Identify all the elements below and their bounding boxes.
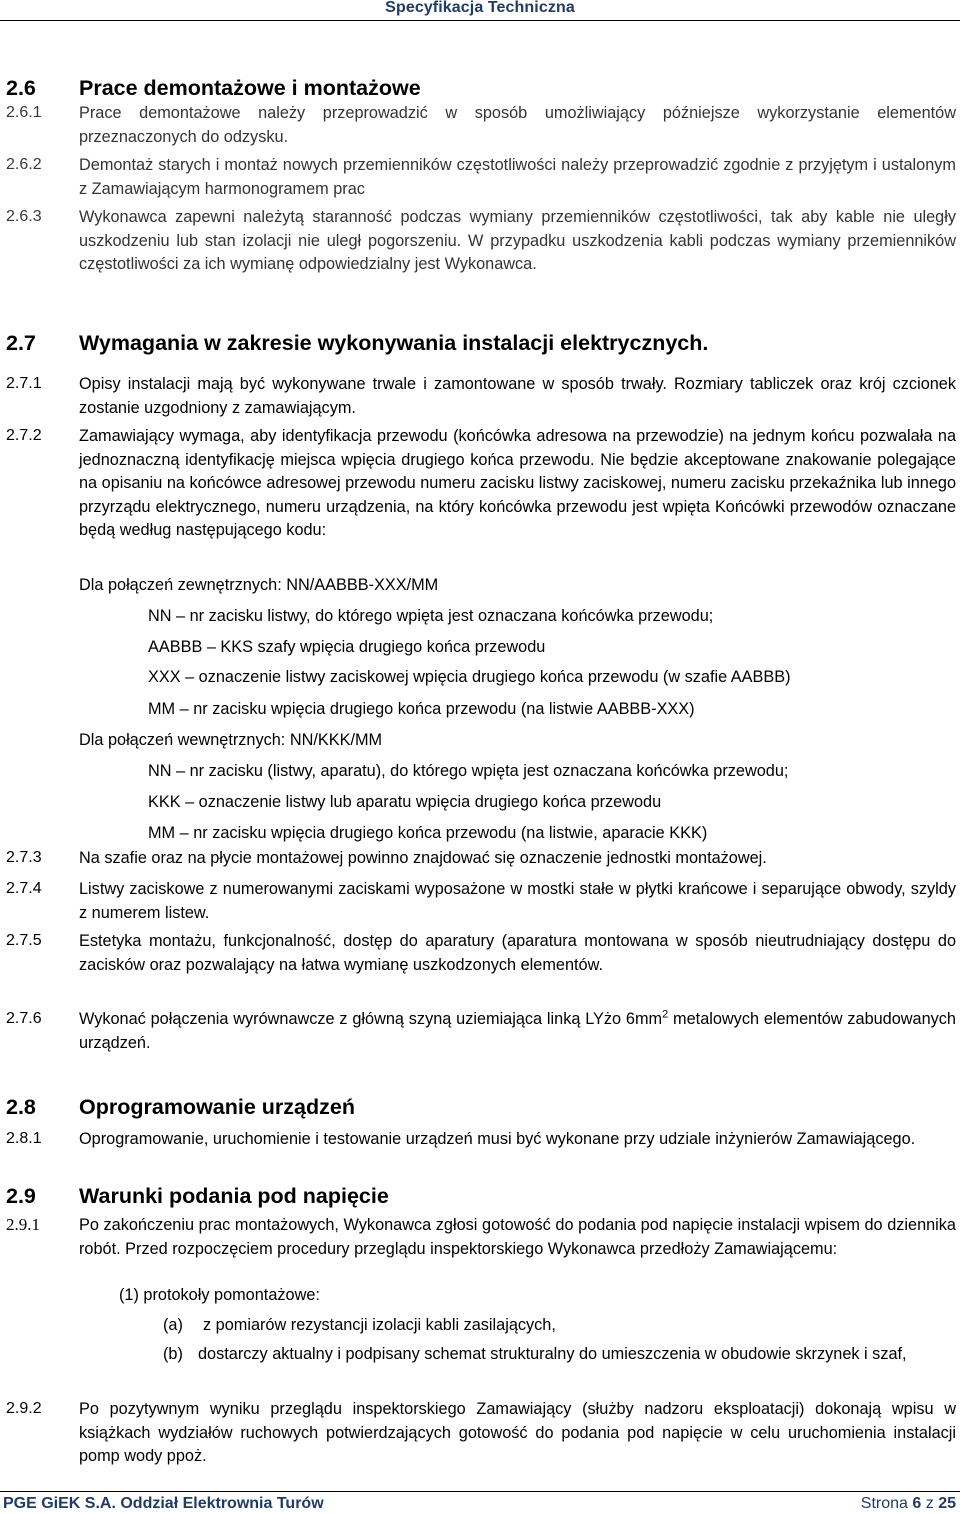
header-divider <box>0 20 960 21</box>
document-header-title: Specyfikacja Techniczna <box>385 0 575 16</box>
section-2-6-title: Prace demontażowe i montażowe <box>79 76 421 100</box>
page-prefix: Strona <box>860 1495 908 1512</box>
para-2-7-5-text: Estetyka montażu, funkcjonalność, dostęp do aparatury (aparatura montowana w sposób nieutrudniający dostępu do zacisków oraz pozwalający na łatwa wymianę uszkodzonych elementów. <box>79 932 956 974</box>
para-2-8-1-text: Oprogramowanie, uruchomienie i testowanie urządzeń musi być wykonane przy udziale inżynierów Zamawiającego. <box>79 1130 916 1148</box>
section-2-8-number: 2.8 <box>6 1095 36 1119</box>
para-2-7-3-text: Na szafie oraz na płycie montażowej powinno znajdować się oznaczenie jednostki montażowej. <box>79 849 767 867</box>
para-2-9-1-text: Po zakończeniu prac montażowych, Wykonawca zgłosi gotowość do podania pod napięcie instalacji wpisem do dziennika robót. Przed rozpoczęciem procedury przeglądu inspektorskiego Wykonawca przedłoży Zamawiającemu: <box>79 1216 956 1258</box>
footer-page-number <box>861 1495 956 1513</box>
total-pages: 25 <box>938 1495 956 1512</box>
para-2-6-3-text: Wykonawca zapewni należytą staranność podczas wymiany przemienników częstotliwości, tak aby kable nie uległy uszkodzeniu lub stan izolacji nie uległ pogorszeniu. W przypadku uszkodzenia kabli podczas wymiany przemienników częstotliwości za ich wymianę odpowiedzialny jest Wykonawca. <box>79 208 956 273</box>
section-2-8-title: Oprogramowanie urządzeń <box>79 1095 355 1119</box>
para-2-7-4-text: Listwy zaciskowe z numerowanymi zaciskami wyposażone w mostki stałe w płytki krańcowe i separujące obwody, szyldy z numerem listew. <box>79 880 956 922</box>
para-2-9-1-number: 2.9.1 <box>6 1215 40 1234</box>
footer-divider <box>0 1491 960 1492</box>
para-2-7-3-number: 2.7.3 <box>6 849 42 866</box>
list-item-a: z pomiarów rezystancji izolacji kabli zasilających, <box>203 1316 556 1334</box>
internal-code-item: KKK – oznaczenie listwy lub aparatu wpięcia drugiego końca przewodu <box>148 793 662 811</box>
para-2-6-3-number: 2.6.3 <box>6 208 42 225</box>
para-2-7-2-number: 2.7.2 <box>6 427 42 444</box>
page-of: z <box>925 1495 934 1512</box>
para-2-6-2-text: Demontaż starych i montaż nowych przemienników częstotliwości należy przeprowadzić zgodnie z przyjętym i ustalonym z Zamawiającym harmonogramem prac <box>79 156 956 198</box>
para-2-7-1-text: Opisy instalacji mają być wykonywane trwale i zamontowane w sposób trwały. Rozmiary tabliczek oraz krój czcionek zostanie uzgodniony z zamawiającym. <box>79 375 956 417</box>
para-2-7-6-text-b: metalowych elementów zabudowanych urządzeń. <box>79 1010 956 1052</box>
para-2-6-2-number: 2.6.2 <box>6 156 42 173</box>
para-2-7-1-number: 2.7.1 <box>6 375 42 392</box>
internal-code-item: MM – nr zacisku wpięcia drugiego końca przewodu (na listwie, aparacie KKK) <box>148 824 708 842</box>
section-2-7-title: Wymagania w zakresie wykonywania instalacji elektrycznych. <box>79 331 709 355</box>
internal-connections-code: Dla połączeń wewnętrznych: NN/KKK/MM <box>79 731 383 749</box>
section-2-9-title: Warunki podania pod napięcie <box>79 1184 389 1208</box>
list-item-b: dostarczy aktualny i podpisany schemat strukturalny do umieszczenia w obudowie skrzynek i szaf, <box>198 1345 907 1363</box>
para-2-8-1-number: 2.8.1 <box>6 1130 42 1147</box>
section-2-7-number: 2.7 <box>6 331 36 355</box>
para-2-7-6-text-a: Wykonać połączenia wyrównawcze z główną szyną uziemiająca linką LYżo 6mm <box>79 1010 663 1028</box>
para-2-7-4-number: 2.7.4 <box>6 880 42 897</box>
superscript-2: 2 <box>662 1008 669 1021</box>
para-2-7-5-number: 2.7.5 <box>6 932 42 949</box>
list-item-1: (1) protokoły pomontażowe: <box>119 1286 320 1304</box>
para-2-6-1-text: Prace demontażowe należy przeprowadzić w sposób umożliwiający późniejsze wykorzystanie elementów przeznaczonych do odzysku. <box>79 104 956 146</box>
external-code-item: MM – nr zacisku wpięcia drugiego końca przewodu (na listwie AABBB-XXX) <box>148 700 695 718</box>
para-2-7-6-text <box>79 1008 956 1055</box>
external-code-item: XXX – oznaczenie listwy zaciskowej wpięcia drugiego końca przewodu (w szafie AABBB) <box>148 668 791 686</box>
internal-code-item: NN – nr zacisku (listwy, aparatu), do którego wpięta jest oznaczana końcówka przewodu; <box>148 762 789 780</box>
footer-company: PGE GiEK S.A. Oddział Elektrownia Turów <box>3 1495 324 1512</box>
para-2-7-2-text: Zamawiający wymaga, aby identyfikacja przewodu (końcówka adresowa na przewodzie) na jednym końcu pozwalała na jednoznaczną identyfikację miejsca wpięcia drugiego końca przewodu. Nie będzie akceptowane znakowanie polegające na opisaniu na końcówce adresowej przewodu numeru zacisku listwy zaciskowej, numeru zacisku przekaźnika lub innego przyrządu elektrycznego, numeru urządzenia, na który końcówka przewodu jest wpięta Końcówki przewodów oznaczane będą według następującego kodu: <box>79 427 956 539</box>
para-2-7-6-number: 2.7.6 <box>6 1010 42 1027</box>
external-code-item: AABBB – KKS szafy wpięcia drugiego końca przewodu <box>148 638 546 656</box>
para-2-9-2-number: 2.9.2 <box>6 1400 42 1417</box>
list-item-a-label: (a) <box>163 1316 183 1334</box>
list-item-b-label: (b) <box>163 1345 183 1363</box>
external-code-item: NN – nr zacisku listwy, do którego wpięta jest oznaczana końcówka przewodu; <box>148 607 714 625</box>
section-2-9-number: 2.9 <box>6 1184 36 1208</box>
section-2-6-number: 2.6 <box>6 76 36 100</box>
external-connections-code: Dla połączeń zewnętrznych: NN/AABBB-XXX/MM <box>79 576 439 594</box>
para-2-9-2-text: Po pozytywnym wyniku przeglądu inspektorskiego Zamawiający (służby nadzoru eksploatacji) dokonają wpisu w książkach wydziałów ruchowych potwierdzających gotowość do podania pod napięcie w celu uruchomienia instalacji pomp wody ppoż. <box>79 1400 956 1465</box>
para-2-6-1-number: 2.6.1 <box>6 104 42 121</box>
current-page: 6 <box>912 1495 922 1512</box>
